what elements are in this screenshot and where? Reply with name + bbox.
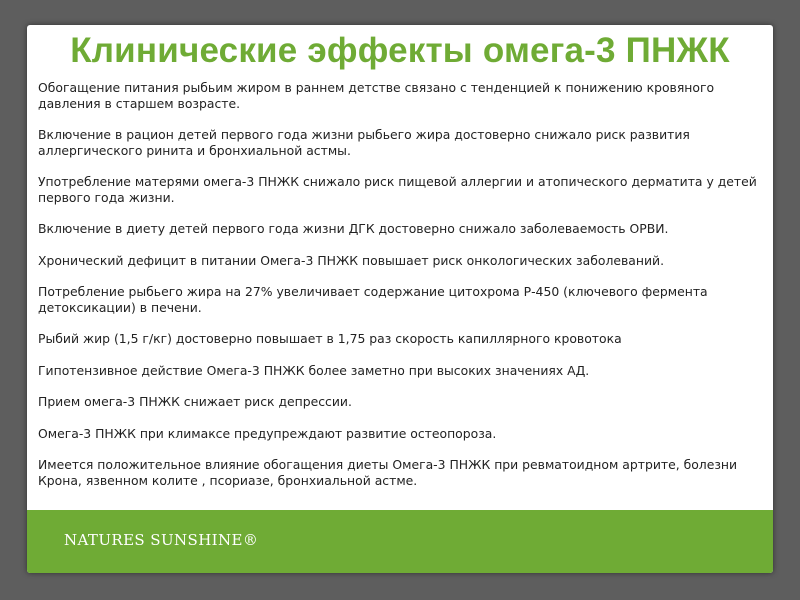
list-item: Рыбий жир (1,5 г/кг) достоверно повышает в 1,75 раз скорость капиллярного кровотока — [38, 331, 622, 346]
brand-logo: NATURES SUNSHINE® — [64, 531, 259, 549]
list-item: Включение в диету детей первого года жизни ДГК достоверно снижало заболеваемость ОРВИ. — [38, 221, 669, 236]
list-item: Хронический дефицит в питании Омега-3 ПНЖК повышает риск онкологических заболеваний. — [38, 252, 665, 268]
list-item: Включение в рацион детей первого года жизни рыбьего жира достоверно снижало риск развития аллергического ринита и бронхиальной астмы. — [38, 127, 690, 158]
list-item: Обогащение питания рыбьим жиром в раннем детстве связано с тенденцией к понижению кровяного давления в старшем возрасте. — [38, 80, 715, 111]
footer-bar — [27, 510, 773, 573]
list-item: Гипотензивное действие Омега-3 ПНЖК более заметно при высоких значениях АД. — [38, 362, 590, 378]
list-item: Имеется положительное влияние обогащения диеты Омега-3 ПНЖК при ревматоидном артрите, болезни Крона, язвенном колите , псориазе, бронхиальной астме. — [38, 457, 738, 488]
slide-title: Клинические эффекты омега-3 ПНЖК — [70, 31, 730, 70]
list-item: Потребление рыбьего жира на 27% увеличивает содержание цитохрома Р-450 (ключевого фермента детоксикации) в печени. — [38, 284, 708, 315]
slide — [27, 25, 773, 573]
list-item: Прием омега-3 ПНЖК снижает риск депрессии. — [38, 394, 352, 409]
list-item: Омега-3 ПНЖК при климаксе предупреждают развитие остеопороза. — [38, 425, 497, 441]
list-item: Употребление матерями омега-3 ПНЖК снижало риск пищевой аллергии и атопического дерматита у детей первого года жизни. — [38, 174, 757, 205]
effects-list — [38, 80, 763, 504]
